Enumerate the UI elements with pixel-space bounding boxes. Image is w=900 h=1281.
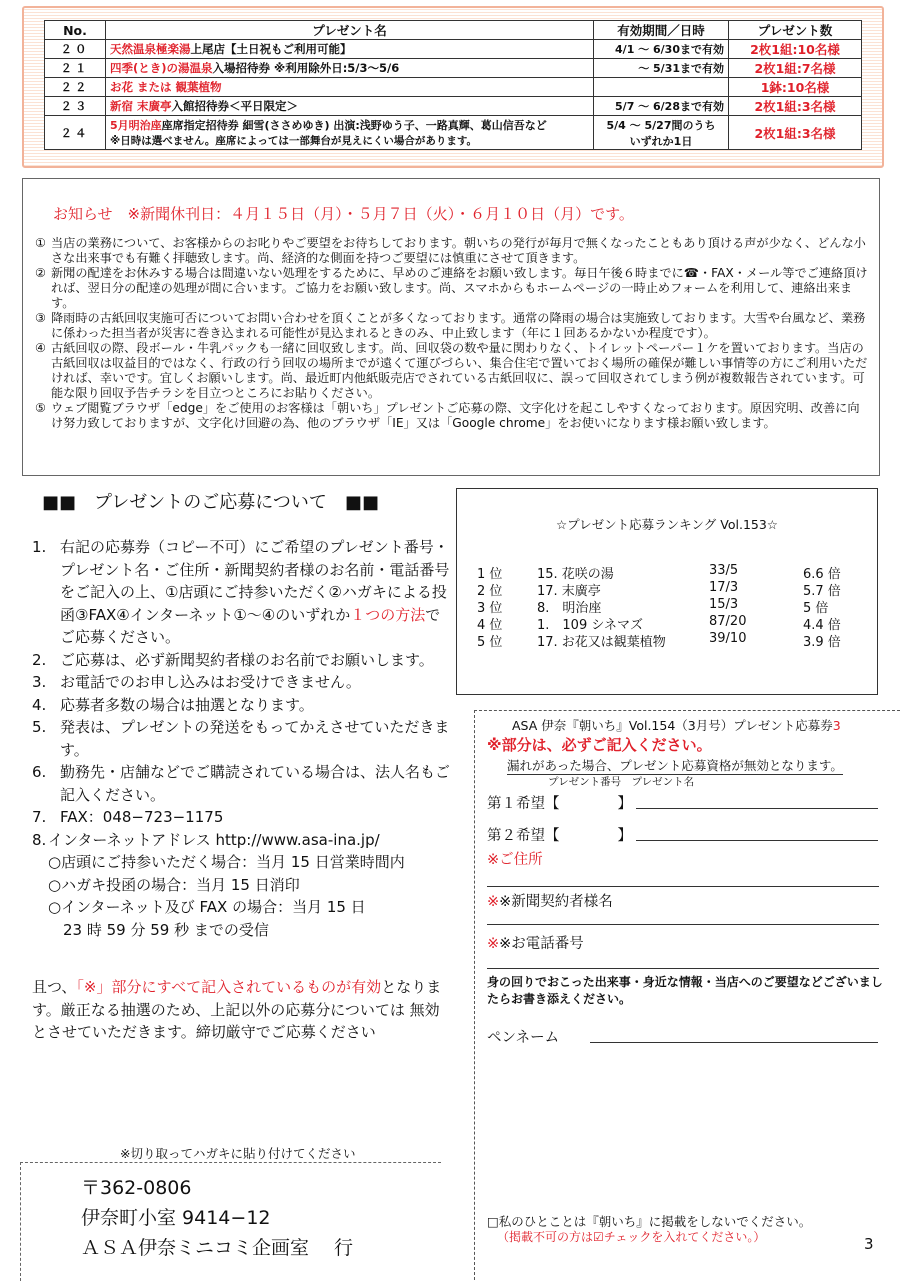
apply-item1-text-end: でご応募ください。: [60, 605, 441, 646]
row-period: [594, 78, 729, 97]
apply-item: [32, 761, 452, 806]
apply-list: [32, 536, 452, 941]
row-count: 2枚1組:10名様: [729, 40, 862, 59]
row-period: 4/1 〜 6/30まで有効: [594, 40, 729, 59]
row-name-detail: 入場招待券 ※利用除外日:5/3〜5/6: [212, 61, 400, 75]
row-name: [106, 78, 594, 97]
apply-note-text-end: となります。厳正なる抽選のため、上記以外の応募分については 無効とさせていただきます。締切厳守でご応募ください: [32, 978, 442, 1041]
present-table: [44, 20, 862, 150]
apply-item-text: FAX：048−723−1175: [60, 808, 224, 826]
row-name-detail: 座席指定招待券 細雪(ささめゆき) 出演:浅野ゆう子、一路真輝、葛山信吾など: [161, 119, 547, 132]
apply-item-number: 2.: [32, 650, 47, 669]
ranking-times: 6.6 倍: [803, 567, 841, 582]
cut-instruction: ※切り取ってハガキに貼り付けてください: [120, 1146, 356, 1161]
ranking-box: [456, 488, 878, 695]
notice-item: [35, 311, 870, 341]
notice-item-number: ①: [35, 236, 46, 250]
deadline-store: ○店頭にご持参いただく場合：当月 15 日営業時間内: [48, 853, 405, 871]
postcard-address-box: [20, 1162, 441, 1281]
choice2-input-line[interactable]: [636, 840, 878, 841]
notice-item-text: 古紙回収の際、段ボール・牛乳パックも一緒に回収致します。尚、回収袋の数や量に関わりなく、トイレットペーパー１ケを置いております。当店の古紙回収は収益目的ではなく、行政の行う回収の場所までが遠くて運びづらい、集合住宅で置いておく場所の確保が難しい事情等の方にご利用いただければ、幸いです。宜しくお願いします。尚、最近町内他紙販売店でされている古紙回収に、誤って回収されてしまう例が複数報告されています。可能な限り回収予告チラシを目立つところにお貼りください。: [51, 341, 868, 400]
postal-code: 〒362-0806: [81, 1177, 192, 1199]
cut-line-vertical: [474, 710, 475, 1280]
form-title-number: 3: [832, 718, 841, 733]
row-name: [106, 97, 594, 116]
apply-item-text: 応募者多数の場合は抽選となります。: [60, 695, 314, 714]
form-title: [512, 716, 841, 734]
apply-item: [32, 649, 452, 672]
ranking-item: 15. 花咲の湯: [537, 567, 614, 582]
ranking-title: ☆プレゼント応募ランキング Vol.153☆: [555, 517, 779, 532]
notice-list: [35, 236, 870, 431]
choice2-label: 第２希望【 】: [487, 828, 632, 844]
row-period: 5/7 〜 6/28まで有効: [594, 97, 729, 116]
form-required-note: ※部分は、必ずご記入ください。: [487, 736, 712, 754]
ranking-rank: 2 位: [477, 584, 503, 599]
col-header-count: プレゼント数: [729, 21, 862, 40]
apply-section-title: ■■ プレゼントのご応募について ■■: [42, 492, 379, 513]
penname-label: ペンネーム: [487, 1030, 560, 1046]
ranking-ratio: 87/20: [709, 614, 747, 629]
ranking-item: 17. お花又は観葉植物: [537, 635, 666, 650]
ranking-ratio: 15/3: [709, 597, 739, 612]
row-name-detail: 上尾店【土日祝もご利用可能】: [190, 42, 352, 56]
notice-item-number: ②: [35, 266, 46, 280]
apply-validity-note: [32, 976, 452, 1044]
notice-item: [35, 236, 870, 266]
row-period: 〜 5/31まで有効: [594, 59, 729, 78]
apply-item-url: インターネットアドレス http://www.asa-ina.jp/: [48, 830, 380, 849]
apply-item-text: お電話でのお申し込みはお受けできません。: [60, 673, 361, 691]
row-no: ２４: [45, 116, 106, 150]
row-name-highlight: お花 または 観葉植物: [110, 80, 222, 94]
cut-line-horizontal: [474, 710, 900, 711]
apply-note-highlight: 「※」部分にすべて記入されているものが有効: [76, 978, 382, 996]
row-count: 2枚1組:7名様: [729, 59, 862, 78]
address-input-line[interactable]: [487, 886, 879, 887]
present-table-box: [22, 6, 884, 168]
apply-item-text: 勤務先・店舗などでご購読されている場合は、法人名もご記入ください。: [60, 763, 451, 804]
optout-checkbox-label[interactable]: □私のひとことは『朝いち』に掲載をしないでください。: [487, 1214, 812, 1229]
row-count: 2枚1組:3名様: [729, 97, 862, 116]
row-no: ２２: [45, 78, 106, 97]
notice-item: [35, 401, 870, 431]
deadline-postcard: ○ハガキ投函の場合：当月 15 日消印: [48, 875, 300, 894]
row-period-line1: 5/4 〜 5/27間のうち: [606, 118, 716, 132]
present-table-header: [45, 21, 862, 40]
table-row: [45, 40, 862, 59]
ranking-ratio: 17/3: [709, 580, 739, 595]
notice-item-text: ウェブ閲覧ブラウザ「edge」をご使用のお客様は「朝いち」プレゼントご応募の際、文字化けを起こしやすくなっております。原因究明、改善に向け努力致しておりますが、文字化け回避の為、他のブラウザ「IE」又は「Google chrome」をお使いになります様お願い致します。: [51, 401, 860, 430]
apply-item: [32, 829, 452, 852]
ranking-times: 3.9 倍: [803, 635, 841, 650]
apply-item: [32, 806, 452, 829]
ranking-times: 5 倍: [803, 601, 829, 616]
row-name-detail: 入館招待券＜平日限定＞: [171, 99, 299, 113]
row-name: [106, 59, 594, 78]
form-warning: 漏れがあった場合、プレゼント応募資格が無効となります。: [507, 758, 843, 773]
ranking-item: 1. 109 シネマズ: [537, 618, 643, 633]
apply-item-number: 6.: [32, 763, 47, 781]
deadline-internet-fax: ○インターネット及び FAX の場合：当月 15 日: [48, 898, 366, 916]
apply-item-number: 7.: [32, 808, 47, 826]
ranking-times: 4.4 倍: [803, 618, 841, 633]
penname-input-line[interactable]: [590, 1042, 878, 1043]
ranking-times: 5.7 倍: [803, 584, 841, 599]
notice-item-number: ③: [35, 311, 46, 325]
recipient-name: ＡＳＡ伊奈ミニコミ企画室 行: [81, 1237, 354, 1259]
row-name-highlight: 5月明治座: [110, 119, 162, 132]
page-number: 3: [864, 1235, 874, 1253]
apply-item-text: 発表は、プレゼントの発送をもってかえさせていただきます。: [60, 718, 450, 759]
apply-item-number: 8.: [32, 830, 47, 849]
ranking-rank: 4 位: [477, 618, 503, 633]
apply-item-number: 4.: [32, 695, 47, 714]
notice-item-text: 当店の業務について、お客様からのお叱りやご要望をお待ちしております。朝いちの発行が毎月で無くなったこともあり頂ける声が少なく、どんな小さな出来事でも有難く拝聴致します。尚、経済的な側面を持つご要望には慎重にさせて頂きます。: [51, 236, 866, 265]
apply-item: [32, 671, 452, 694]
ranking-rank: 5 位: [477, 635, 503, 650]
notice-box: [22, 178, 880, 476]
notice-title: お知らせ ※新聞休刊日：４月１５日（月）・５月７日（火）・６月１０日（月）です。: [53, 205, 634, 223]
apply-item-text: [60, 536, 452, 649]
ranking-item: 17. 末廣亭: [537, 584, 601, 599]
row-name-highlight: 四季(とき)の湯温泉: [110, 61, 213, 75]
col-header-name: プレゼント名: [106, 21, 594, 40]
subscriber-label-text: ※新聞契約者様名: [499, 894, 613, 910]
table-row: [45, 97, 862, 116]
apply-item: [32, 536, 452, 649]
notice-item-number: ⑤: [35, 401, 46, 415]
notice-item: [35, 341, 870, 401]
notice-item-text: 降雨時の古紙回収実施可否についてお問い合わせを頂くことが多くなっております。通常の降雨の場合は実施致しております。大雪や台風など、業務に係わった担当者が災害に巻き込まれる可能性が見込まれるときのみ、中止致します（年に１回あるかないか程度です）。: [51, 311, 866, 340]
subscriber-input-line[interactable]: [487, 924, 879, 925]
row-name: [106, 40, 594, 59]
phone-label: ※※お電話番号: [487, 936, 584, 952]
deadline-time: 23 時 59 分 59 秒 までの受信: [48, 920, 269, 939]
ranking-rank: 3 位: [477, 601, 503, 616]
ranking-ratio: 33/5: [709, 563, 739, 578]
optout-note: （掲載不可の方は☑チェックを入れてください。）: [497, 1230, 766, 1244]
apply-item-text: ご応募は、必ず新聞契約者様のお名前でお願いします。: [60, 650, 434, 669]
ranking-ratio: 39/10: [709, 631, 747, 646]
form-title-text: ASA 伊奈『朝いち』Vol.154（3月号）プレゼント応募券: [512, 718, 833, 733]
col-header-no: No.: [45, 21, 106, 40]
row-period-line2: いずれか1日: [629, 134, 693, 148]
phone-label-text: ※お電話番号: [499, 936, 584, 952]
choice1-label: 第１希望【 】: [487, 796, 632, 812]
apply-item1-highlight: １つの方法: [350, 605, 426, 624]
table-row: [45, 59, 862, 78]
form-memo-prompt: 身の回りでおこった出来事・身近な情報・当店へのご要望などございましたらお書き添えください。: [487, 975, 883, 1006]
row-name-highlight: 天然温泉極楽湯: [110, 42, 191, 56]
choice1-input-line[interactable]: [636, 808, 878, 809]
apply-item-number: 3.: [32, 673, 47, 691]
apply-item: [32, 716, 452, 761]
notice-item-number: ④: [35, 341, 46, 355]
apply-note-text: 且つ、: [32, 978, 77, 996]
phone-input-line[interactable]: [487, 968, 879, 969]
table-row: [45, 78, 862, 97]
form-column-header: プレゼント番号 プレゼント名: [548, 776, 695, 788]
col-header-period: 有効期間／日時: [594, 21, 729, 40]
row-no: ２３: [45, 97, 106, 116]
apply-item: [32, 694, 452, 717]
row-name: [106, 116, 594, 150]
row-no: ２０: [45, 40, 106, 59]
row-count: 2枚1組:3名様: [729, 116, 862, 150]
ranking-item: 8. 明治座: [537, 601, 602, 616]
address-label: ※ご住所: [487, 852, 543, 868]
row-no: ２１: [45, 59, 106, 78]
apply-item-number: 5.: [32, 718, 47, 736]
address-line: 伊奈町小室 9414−12: [81, 1207, 271, 1229]
row-name-note: ※日時は選べません。座席によっては一部舞台が見えにくい場合があります。: [110, 135, 477, 147]
row-period: [594, 116, 729, 150]
subscriber-label: ※※新聞契約者様名: [487, 894, 613, 910]
apply-item1-text: 右記の応募券（コピー不可）にご希望のプレゼント番号・プレゼント名・ご住所・新聞契約者様のお名前・電話番号をご記入の上、①店頭にご持参いただく②ハガキによる投函③FAX④インターネット①〜④のいずれか: [60, 538, 450, 624]
apply-item-number: 1.: [32, 538, 47, 556]
notice-item-text: 新聞の配達をお休みする場合は間違いない処理をするために、早めのご連絡をお願い致します。毎日午後６時までに☎・FAX・メール等でご連絡頂ければ、翌日分の配達の処理が間に合います。ご協力をお願い致します。尚、スマホからもホームページの一時止めフォームを利用して、連絡出来ます。: [51, 266, 868, 310]
ranking-rank: 1 位: [477, 567, 503, 582]
notice-item: [35, 266, 870, 311]
row-count: 1鉢:10名様: [729, 78, 862, 97]
table-row: [45, 116, 862, 150]
row-name-highlight: 新宿 末廣亭: [110, 99, 172, 113]
